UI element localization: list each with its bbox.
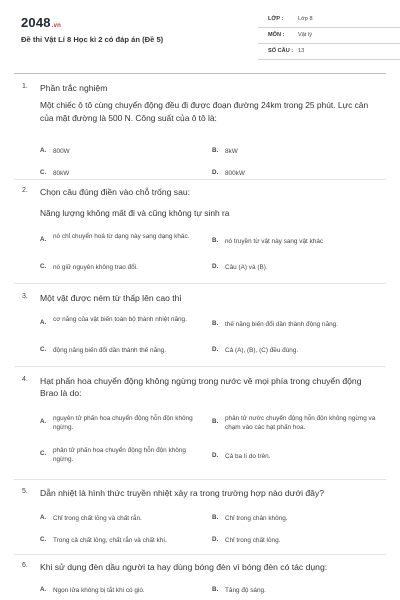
option-letter: B. [212,586,219,593]
question-number: 6. [22,562,28,569]
option-letter: B. [212,514,219,521]
option-text: động năng biến đổi dần thành thế năng. [53,347,167,354]
divider [14,283,386,284]
question-text: Chọn câu đúng điền vào chỗ trống sau: [40,187,191,197]
option-text: Trong cả chất lỏng, chất rắn và chất khí. [53,537,167,544]
option-letter: B. [212,147,219,154]
option-letter: D. [212,263,219,270]
option-letter: A. [40,236,47,243]
option-letter: C. [40,169,47,176]
meta-table [258,12,400,60]
option-text: Cả ba lí do trên. [225,453,271,460]
question-number: 3. [22,293,28,300]
option-letter: B. [212,320,219,327]
option-text: 800W [53,148,70,155]
question-text: Dẫn nhiệt là hình thức truyền nhiệt xảy ra trong trường hợp nào dưới đây? [40,488,325,498]
option-text: Chỉ trong chất lỏng và chất rắn. [53,515,142,522]
option-text: phân tử nước chuyển động hỗn độn không ngừng va chạm vào các hạt phấn hoa. [225,415,376,432]
meta-row-grade [258,12,400,28]
option-letter: C. [40,346,47,353]
question-text: Một vật được ném từ thấp lên cao thì [40,293,182,303]
option-letter: C. [40,263,47,270]
meta-key: LỚP : [268,16,284,22]
option-letter: A. [40,319,47,326]
option-text: 8kW [225,148,238,155]
question-number: 5. [22,488,28,495]
option-text: nguyên tử phấn hoa chuyển động hỗn độn không ngừng. [53,415,193,432]
option-text: 800kW [225,170,245,177]
question-text: Phần trắc nghiệm [40,83,108,93]
option-text: thế năng biến đổi dần thành động năng. [225,321,339,328]
option-letter: C. [40,450,47,457]
meta-value: Vật lý [298,32,312,38]
option-letter: D. [212,452,219,459]
question-number: 2. [22,187,28,194]
option-letter: A. [40,586,47,593]
option-letter: C. [40,536,47,543]
meta-row-count [258,44,400,60]
meta-value: Lớp 8 [298,16,313,22]
divider [14,479,386,480]
question-text: Hạt phấn hoa chuyển động không ngừng trong nước về mọi phía trong chuyển động Brao là do: [40,376,362,399]
option-text: nó truyền từ vật này sang vật khác [225,238,324,245]
divider [14,179,386,180]
option-letter: A. [40,147,47,154]
meta-value: 13 [298,48,305,54]
option-text: 80kW [53,170,70,177]
divider [14,366,386,367]
question-stem: Năng lượng không mất đi và cũng không tự sinh ra [40,208,230,218]
option-text: phân tử phấn hoa chuyển động hỗn độn không ngừng. [53,447,186,464]
divider [14,554,386,555]
option-letter: D. [212,536,219,543]
option-text: Ngọn lửa không bị tắt khi có gió. [53,587,145,594]
question-number: 1. [22,83,28,90]
option-text: nó giữ nguyên không trao đổi. [53,264,138,271]
option-letter: A. [40,418,47,425]
option-letter: B. [212,237,219,244]
meta-row-subject [258,28,400,44]
question-number: 4. [22,376,28,383]
option-text: Câu (A) và (B). [225,264,268,271]
site-logo[interactable]: 2048.vn [21,15,62,30]
option-text: Cả (A), (B), (C) đều đúng. [225,347,299,354]
question-stem: Một chiếc ô tô cùng chuyển động đều đi được đoạn đường 24km trong 25 phút. Lực cản của mặt đường là 500 N. Công suất của ô tô là: [40,100,369,123]
option-letter: D. [212,169,219,176]
meta-key: MÔN : [268,32,285,38]
option-text: nó chỉ chuyển hoá từ dạng này sang dạng khác. [53,233,190,240]
option-letter: D. [212,346,219,353]
question-text: Khi sử dụng đèn dầu người ta hay dùng bóng đèn vì bóng đèn có tác dụng: [40,562,328,572]
option-text: Tăng độ sáng. [225,587,266,594]
document-title: Đề thi Vật Lí 8 Học kì 2 có đáp án (Đề 5) [21,35,164,44]
option-text: Chỉ trong chất lỏng. [225,537,281,544]
option-text: cơ năng của vật biến toàn bộ thành nhiệt năng. [53,316,187,323]
option-letter: B. [212,418,219,425]
meta-key: SỐ CÂU : [268,48,294,54]
option-text: Chỉ trong chân không. [225,515,288,522]
document-header [14,0,386,74]
option-letter: A. [40,514,47,521]
